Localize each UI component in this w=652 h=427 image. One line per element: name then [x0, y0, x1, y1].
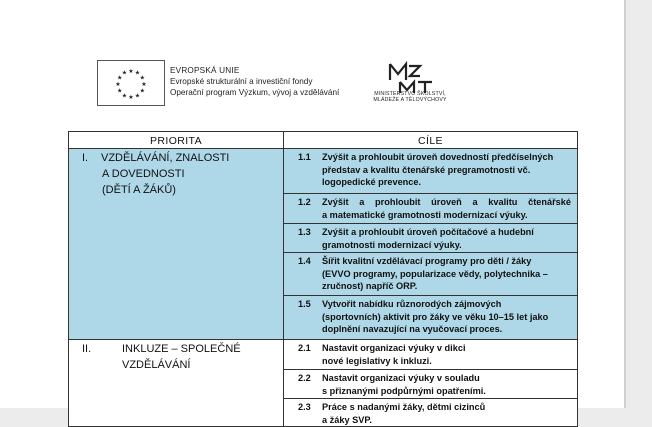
eu-text-block	[170, 65, 339, 98]
goal-text-line: Nastavit organizaci výuky v souladu	[322, 373, 480, 383]
goal-text-line: představ a kvalitu čtenářské pregramotnosti vč.	[322, 164, 531, 175]
goal-text-line: Zvýšit a prohloubit úroveň dovedností předčíselných	[322, 152, 554, 162]
goal-item	[284, 296, 577, 339]
svg-text:★: ★	[139, 74, 145, 82]
goal-number: 1.3	[298, 227, 311, 237]
goal-text	[322, 226, 571, 251]
svg-text:★: ★	[117, 87, 123, 95]
goal-text-line: Šířit kvalitní vzdělávací programy pro děti / žáky	[322, 256, 532, 266]
priority-title-line: (DĚTÍ A ŽÁKŮ)	[102, 184, 176, 196]
goal-text	[322, 298, 571, 336]
svg-text:★: ★	[141, 81, 147, 88]
goal-number: 1.2	[298, 197, 311, 207]
goal-text-line: logopedické prevence.	[322, 177, 422, 187]
table-header-row	[69, 132, 578, 149]
svg-text:★: ★	[139, 87, 145, 95]
goal-item	[284, 149, 577, 194]
svg-text:★: ★	[128, 94, 134, 101]
goal-text-line: nové legislativy k inkluzi.	[322, 355, 432, 366]
goal-item	[284, 194, 577, 224]
eu-flag-logo	[97, 60, 165, 106]
svg-text:★: ★	[117, 74, 123, 82]
goal-text	[322, 372, 571, 397]
goal-item	[284, 340, 577, 370]
priority-block	[69, 149, 283, 339]
goal-text-line: zručnost) napříč ORP.	[322, 281, 418, 291]
eu-title: EVROPSKÁ UNIE	[170, 66, 240, 75]
goal-text-line: Zvýšit a prohloubit úroveň počítačové a hudební	[322, 227, 534, 237]
svg-text:★: ★	[128, 68, 134, 75]
goal-text	[322, 401, 571, 426]
priority-column-header: PRIORITA	[69, 132, 284, 149]
goal-text-line: (EVVO programy, popularizace vědy, polytechnika –	[322, 268, 548, 279]
goal-text-line: a matematické gramotnosti modernizací výuky.	[322, 209, 528, 220]
goal-text	[322, 255, 571, 293]
msmt-line-1: MINISTERSTVO ŠKOLSTVÍ,	[374, 91, 446, 97]
goal-number: 1.4	[298, 256, 311, 266]
goal-text-line: (sportovních) aktivit pro žáky ve věku 10–15 let jako	[322, 311, 549, 322]
goal-text-line: Nastavit organizaci výuky v dikci	[322, 343, 466, 353]
goal-text-line: gramotnosti modernizací výuky.	[322, 239, 462, 250]
svg-text:★: ★	[134, 92, 141, 100]
goal-number: 1.1	[298, 152, 311, 162]
priority-title-line: A DOVEDNOSTI	[102, 168, 185, 180]
priority-cell	[69, 149, 284, 340]
goal-text-line: Práce s nadanými žáky, dětmi cizinců	[322, 402, 486, 412]
goal-text-line: a žáky SVP.	[322, 414, 372, 425]
eu-program-line: Operační program Výzkum, vývoj a vzdělávání	[170, 88, 340, 97]
viewer-background	[624, 0, 652, 408]
goals-column-header: CÍLE	[284, 132, 578, 149]
priority-title	[122, 341, 241, 373]
goal-item	[284, 399, 577, 426]
priorities-table	[68, 131, 578, 427]
table-row	[69, 149, 578, 340]
goal-text-line: s přiznanými podpůrnými opatřeními.	[322, 385, 486, 396]
priority-title-line: VZDĚLÁVÁNÍ, ZNALOSTI	[101, 152, 230, 164]
goal-number: 2.2	[298, 373, 311, 383]
priority-title-line: VZDĚLÁVÁNÍ	[122, 359, 191, 371]
goal-item	[284, 253, 577, 296]
table-row	[69, 340, 578, 427]
page-edge-shadow	[624, 0, 626, 408]
goal-item	[284, 370, 577, 399]
goal-text-line: Zvýšit a prohloubit úroveň a kvalitu čtenářské	[322, 197, 571, 207]
goal-text	[322, 342, 571, 367]
goal-number: 2.3	[298, 402, 311, 412]
priority-cell	[69, 340, 284, 427]
goal-text	[322, 196, 571, 221]
priority-title	[101, 150, 229, 198]
goal-text-line: doplnění navazující na vyučovací proces.	[322, 324, 503, 334]
goal-item	[284, 224, 577, 253]
goal-text	[322, 151, 571, 189]
priority-block	[69, 340, 283, 426]
goals-list	[284, 149, 577, 339]
priority-number: II.	[82, 343, 92, 355]
goal-text-line: Vytvořit nabídku různorodých zájmových	[322, 299, 502, 309]
svg-text:★: ★	[121, 92, 128, 100]
goals-cell	[284, 149, 578, 340]
goals-list	[284, 340, 577, 426]
svg-text:★: ★	[115, 81, 121, 88]
goal-number: 1.5	[298, 299, 311, 309]
svg-text:★: ★	[134, 69, 141, 77]
eu-funds-line: Evropské strukturální a investiční fondy	[170, 77, 313, 86]
eu-stars-icon	[98, 61, 164, 105]
goals-cell	[284, 340, 578, 427]
msmt-text-block	[369, 91, 451, 103]
svg-text:★: ★	[121, 69, 128, 77]
priority-title-line: INKLUZE – SPOLEČNÉ	[122, 343, 241, 355]
msmt-logo-icon	[386, 60, 434, 94]
priority-number: I.	[82, 152, 89, 164]
msmt-line-2: MLÁDEŽE A TĚLOVÝCHOVY	[373, 97, 447, 103]
goal-number: 2.1	[298, 343, 311, 353]
